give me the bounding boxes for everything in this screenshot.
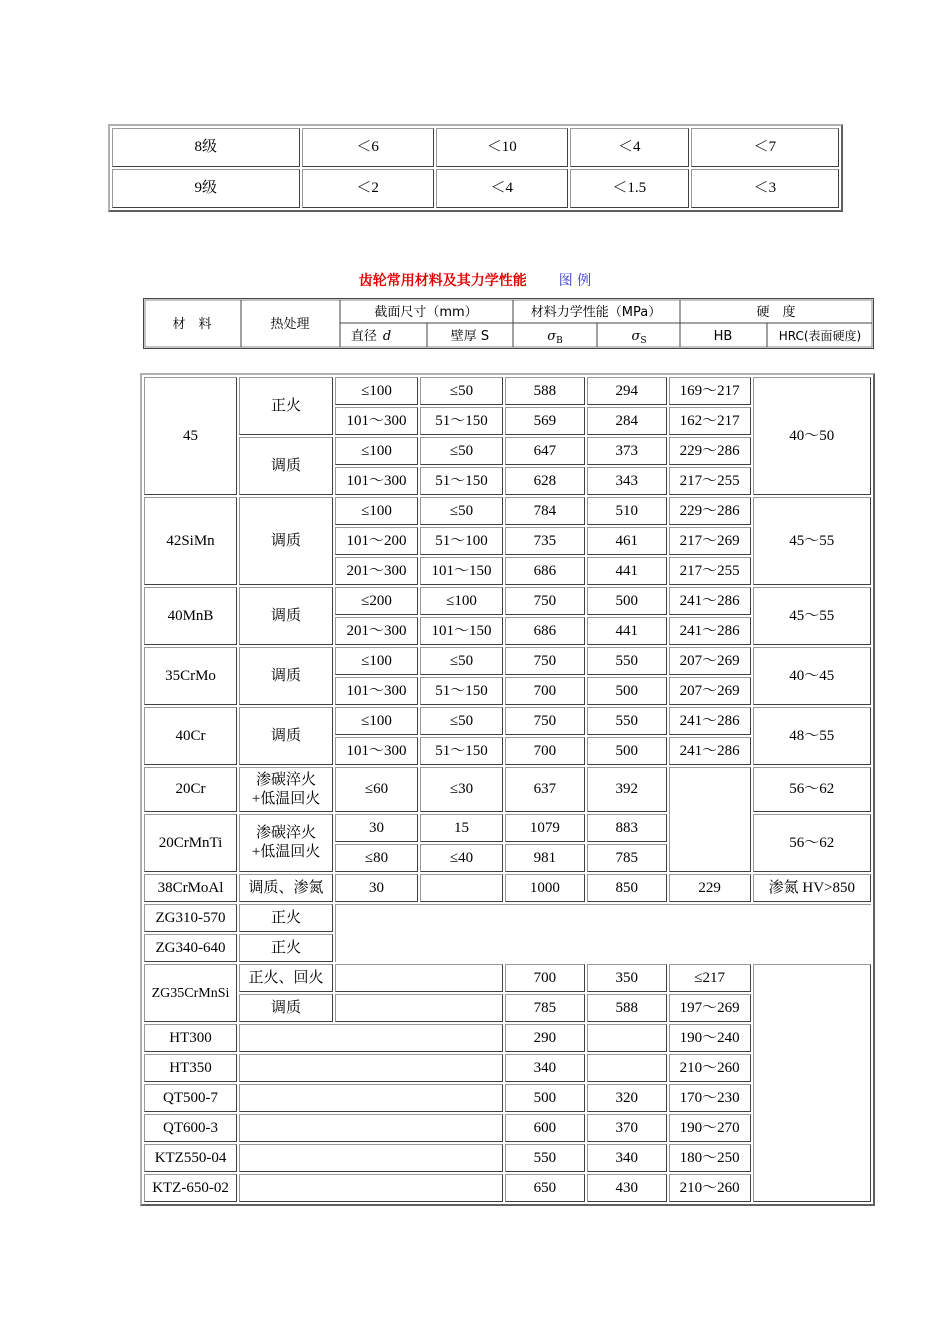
sigma-s-cell: 430 xyxy=(587,1174,667,1202)
heat-treatment-cell xyxy=(239,767,333,812)
hb-cell: 169～217 xyxy=(669,377,751,405)
sigma-s-cell: 500 xyxy=(587,587,667,615)
diameter-cell: ≤60 xyxy=(335,767,418,812)
hb-cell: 229 xyxy=(669,874,751,902)
wall-cell: 101～150 xyxy=(420,617,503,645)
diameter-cell: ≤100 xyxy=(335,497,418,525)
sigma-symbol: σ xyxy=(547,329,557,344)
value-cell: ＜4 xyxy=(436,169,568,208)
sigma-s-cell: 785 xyxy=(587,844,667,872)
diameter-cell: 101～300 xyxy=(335,737,418,765)
sigma-b-cell: 750 xyxy=(505,707,585,735)
diameter-cell: 101～300 xyxy=(335,677,418,705)
diameter-cell: ≤100 xyxy=(335,437,418,465)
sigma-s-cell: 340 xyxy=(587,1144,667,1172)
wall-cell: 15 xyxy=(420,814,503,842)
table-row xyxy=(144,814,871,842)
sigma-b-cell: 569 xyxy=(505,407,585,435)
wall-cell: ≤30 xyxy=(420,767,503,812)
table-row xyxy=(144,707,871,735)
value-cell: ＜4 xyxy=(570,128,689,167)
sigma-s-cell: 370 xyxy=(587,1114,667,1142)
header-diameter-symbol: d xyxy=(382,329,392,344)
material-cell: 45 xyxy=(144,377,237,495)
hrc-cell xyxy=(753,964,871,1202)
wall-cell: ≤50 xyxy=(420,647,503,675)
sigma-b-cell: 1000 xyxy=(505,874,585,902)
header-hardness: 硬 度 xyxy=(756,305,796,320)
hb-cell: 241～286 xyxy=(669,617,751,645)
diameter-cell: 201～300 xyxy=(335,617,418,645)
sigma-b-cell: 700 xyxy=(505,677,585,705)
hb-cell: 180～250 xyxy=(669,1144,751,1172)
sigma-b-cell: 785 xyxy=(505,994,585,1022)
sigma-b-cell: 650 xyxy=(505,1174,585,1202)
material-cell: 20Cr xyxy=(144,767,237,812)
sigma-symbol: σ xyxy=(631,329,641,344)
value-cell: ＜7 xyxy=(691,128,839,167)
sigma-b-cell: 981 xyxy=(505,844,585,872)
value-cell: ＜3 xyxy=(691,169,839,208)
table-title: 齿轮常用材料及其力学性能 xyxy=(358,273,527,289)
heat-treatment-cell: 调质 xyxy=(239,707,333,765)
wall-cell: ≤50 xyxy=(420,437,503,465)
hb-cell: 217～255 xyxy=(669,467,751,495)
table-row xyxy=(112,128,839,167)
heat-treatment-cell: 正火 xyxy=(239,377,333,435)
sigma-b-cell: 550 xyxy=(505,1144,585,1172)
wall-cell: ≤50 xyxy=(420,707,503,735)
sigma-b-cell: 290 xyxy=(505,1024,585,1052)
sigma-b-cell: 637 xyxy=(505,767,585,812)
table-row xyxy=(144,874,871,902)
sigma-b-cell: 750 xyxy=(505,587,585,615)
value-cell: ＜1.5 xyxy=(570,169,689,208)
wall-cell: 51～150 xyxy=(420,677,503,705)
size-cell xyxy=(239,1114,503,1142)
heat-treatment-cell: 正火 xyxy=(239,934,333,962)
sigma-s-cell: 350 xyxy=(587,964,667,992)
header-mechanical: 材料力学性能（MPa） xyxy=(530,305,662,320)
legend-link[interactable]: 图 例 xyxy=(558,273,592,289)
sigma-b-cell: 628 xyxy=(505,467,585,495)
sigma-s-cell: 441 xyxy=(587,617,667,645)
header-hb: HB xyxy=(713,329,733,344)
wall-cell: ≤50 xyxy=(420,377,503,405)
grade-cell: 9级 xyxy=(112,169,300,208)
size-cell xyxy=(239,1024,503,1052)
sigma-s-cell: 441 xyxy=(587,557,667,585)
header-diameter-label: 直径 xyxy=(350,329,377,344)
hb-cell: 210～260 xyxy=(669,1174,751,1202)
hrc-cell: 40～45 xyxy=(753,647,871,705)
hb-cell: 197～269 xyxy=(669,994,751,1022)
hb-cell: 229～286 xyxy=(669,437,751,465)
sigma-subscript: B xyxy=(556,336,563,346)
diameter-cell: ≤100 xyxy=(335,707,418,735)
sigma-s-cell: 883 xyxy=(587,814,667,842)
diameter-cell: ≤200 xyxy=(335,587,418,615)
material-cell: HT300 xyxy=(144,1024,237,1052)
hb-cell: 241～286 xyxy=(669,707,751,735)
table-row xyxy=(144,647,871,675)
heat-treatment-cell: 调质 xyxy=(239,647,333,705)
column-header-figure xyxy=(143,298,874,349)
heat-treatment-cell: 调质 xyxy=(239,994,333,1022)
hrc-cell: 56～62 xyxy=(753,814,871,872)
hb-cell: 162～217 xyxy=(669,407,751,435)
hb-cell: 229～286 xyxy=(669,497,751,525)
header-hrc: HRC(表面硬度) xyxy=(778,329,862,343)
sigma-b-cell: 750 xyxy=(505,647,585,675)
sigma-s-cell: 500 xyxy=(587,677,667,705)
material-cell: KTZ550-04 xyxy=(144,1144,237,1172)
header-heat-treatment: 热处理 xyxy=(270,317,310,332)
wall-cell: ≤100 xyxy=(420,587,503,615)
material-cell: HT350 xyxy=(144,1054,237,1082)
wall-cell: ≤40 xyxy=(420,844,503,872)
heat-treatment-cell: 正火、回火 xyxy=(239,964,333,992)
hb-cell: 217～269 xyxy=(669,527,751,555)
diameter-cell: 101～300 xyxy=(335,407,418,435)
header-material: 材 料 xyxy=(172,317,212,332)
table-row xyxy=(144,964,871,992)
sigma-s-cell: 373 xyxy=(587,437,667,465)
hrc-cell: 45～55 xyxy=(753,587,871,645)
material-cell: ZG340-640 xyxy=(144,934,237,962)
sigma-b-cell: 735 xyxy=(505,527,585,555)
hb-cell: 190～270 xyxy=(669,1114,751,1142)
heat-treatment-cell xyxy=(239,814,333,872)
value-cell: ＜10 xyxy=(436,128,568,167)
wall-cell xyxy=(420,874,503,902)
sigma-s-cell: 550 xyxy=(587,707,667,735)
sigma-b-cell: 647 xyxy=(505,437,585,465)
hrc-cell: 渗氮 HV>850 xyxy=(753,874,871,902)
sigma-s-cell: 284 xyxy=(587,407,667,435)
hb-cell: 170～230 xyxy=(669,1084,751,1112)
hb-cell xyxy=(669,767,751,872)
sigma-b-cell: 686 xyxy=(505,557,585,585)
header-diameter xyxy=(351,328,391,344)
sigma-subscript: S xyxy=(640,336,647,346)
sigma-b-cell: 500 xyxy=(505,1084,585,1112)
diameter-cell: 101～300 xyxy=(335,467,418,495)
sigma-b-cell: 700 xyxy=(505,737,585,765)
heat-treatment-cell: 调质 xyxy=(239,437,333,495)
size-cell xyxy=(335,964,503,992)
sigma-s-cell: 550 xyxy=(587,647,667,675)
sigma-s-cell: 588 xyxy=(587,994,667,1022)
section-title xyxy=(0,270,950,290)
sigma-s-cell: 850 xyxy=(587,874,667,902)
hb-cell: 207～269 xyxy=(669,647,751,675)
diameter-cell: 101～200 xyxy=(335,527,418,555)
hb-cell: 217～255 xyxy=(669,557,751,585)
size-cell xyxy=(239,1174,503,1202)
sigma-s-cell: 500 xyxy=(587,737,667,765)
value-cell: ＜2 xyxy=(302,169,434,208)
accuracy-grade-table xyxy=(108,124,843,212)
hb-cell: 241～286 xyxy=(669,737,751,765)
hb-cell: 241～286 xyxy=(669,587,751,615)
material-cell: ZG35CrMnSi xyxy=(144,964,237,1022)
heat-treatment-cell: 调质 xyxy=(239,497,333,585)
diameter-cell: ≤100 xyxy=(335,647,418,675)
material-cell: QT500-7 xyxy=(144,1084,237,1112)
heat-treatment-cell: 调质、渗氮 xyxy=(239,874,333,902)
material-cell: 40Cr xyxy=(144,707,237,765)
diameter-cell: ≤80 xyxy=(335,844,418,872)
sigma-b-cell: 686 xyxy=(505,617,585,645)
heat-treatment-line: +低温回火 xyxy=(251,844,321,860)
sigma-s-cell: 343 xyxy=(587,467,667,495)
header-wall: 壁厚 S xyxy=(450,329,490,344)
hb-cell: ≤217 xyxy=(669,964,751,992)
heat-treatment-line: +低温回火 xyxy=(251,790,321,807)
size-cell xyxy=(335,994,503,1022)
material-cell: ZG310-570 xyxy=(144,904,237,932)
hrc-cell: 40～50 xyxy=(753,377,871,495)
wall-cell: 51～100 xyxy=(420,527,503,555)
heat-treatment-line: 渗碳淬火 xyxy=(256,825,317,841)
gear-materials-table xyxy=(140,373,875,1206)
wall-cell: 51～150 xyxy=(420,467,503,495)
material-cell: 42SiMn xyxy=(144,497,237,585)
sigma-s-cell: 461 xyxy=(587,527,667,555)
diameter-cell: 30 xyxy=(335,874,418,902)
sigma-b-cell: 784 xyxy=(505,497,585,525)
diameter-cell: 30 xyxy=(335,814,418,842)
hb-cell: 207～269 xyxy=(669,677,751,705)
table-row xyxy=(144,377,871,405)
wall-cell: 51～150 xyxy=(420,737,503,765)
sigma-b-cell: 588 xyxy=(505,377,585,405)
sigma-s-cell xyxy=(587,1054,667,1082)
material-cell: 40MnB xyxy=(144,587,237,645)
material-cell: 38CrMoAl xyxy=(144,874,237,902)
hrc-cell: 48～55 xyxy=(753,707,871,765)
sigma-b-cell: 340 xyxy=(505,1054,585,1082)
sigma-s-cell: 294 xyxy=(587,377,667,405)
wall-cell: 51～150 xyxy=(420,407,503,435)
sigma-b-cell: 700 xyxy=(505,964,585,992)
wall-cell: ≤50 xyxy=(420,497,503,525)
sigma-b-cell: 1079 xyxy=(505,814,585,842)
sigma-s-cell: 320 xyxy=(587,1084,667,1112)
heat-treatment-cell: 调质 xyxy=(239,587,333,645)
grade-cell: 8级 xyxy=(112,128,300,167)
table-row xyxy=(144,767,871,812)
table-row xyxy=(112,169,839,208)
heat-treatment-cell: 正火 xyxy=(239,904,333,932)
material-cell: 35CrMo xyxy=(144,647,237,705)
size-cell xyxy=(239,1144,503,1172)
heat-treatment-line: 渗碳淬火 xyxy=(256,771,317,788)
value-cell: ＜6 xyxy=(302,128,434,167)
sigma-s-cell: 392 xyxy=(587,767,667,812)
size-cell xyxy=(239,1054,503,1082)
table-row xyxy=(144,497,871,525)
table-row xyxy=(144,587,871,615)
size-cell xyxy=(239,1084,503,1112)
diameter-cell: 201～300 xyxy=(335,557,418,585)
hrc-cell: 45～55 xyxy=(753,497,871,585)
wall-cell: 101～150 xyxy=(420,557,503,585)
sigma-s-cell xyxy=(587,1024,667,1052)
material-cell: KTZ-650-02 xyxy=(144,1174,237,1202)
diameter-cell: ≤100 xyxy=(335,377,418,405)
material-cell: QT600-3 xyxy=(144,1114,237,1142)
sigma-b-cell: 600 xyxy=(505,1114,585,1142)
hrc-cell: 56～62 xyxy=(753,767,871,812)
empty-cell xyxy=(335,904,871,962)
header-section-size: 截面尺寸（mm） xyxy=(374,305,478,320)
sigma-s-cell: 510 xyxy=(587,497,667,525)
hb-cell: 210～260 xyxy=(669,1054,751,1082)
table-row xyxy=(144,904,871,932)
hb-cell: 190～240 xyxy=(669,1024,751,1052)
material-cell: 20CrMnTi xyxy=(144,814,237,872)
